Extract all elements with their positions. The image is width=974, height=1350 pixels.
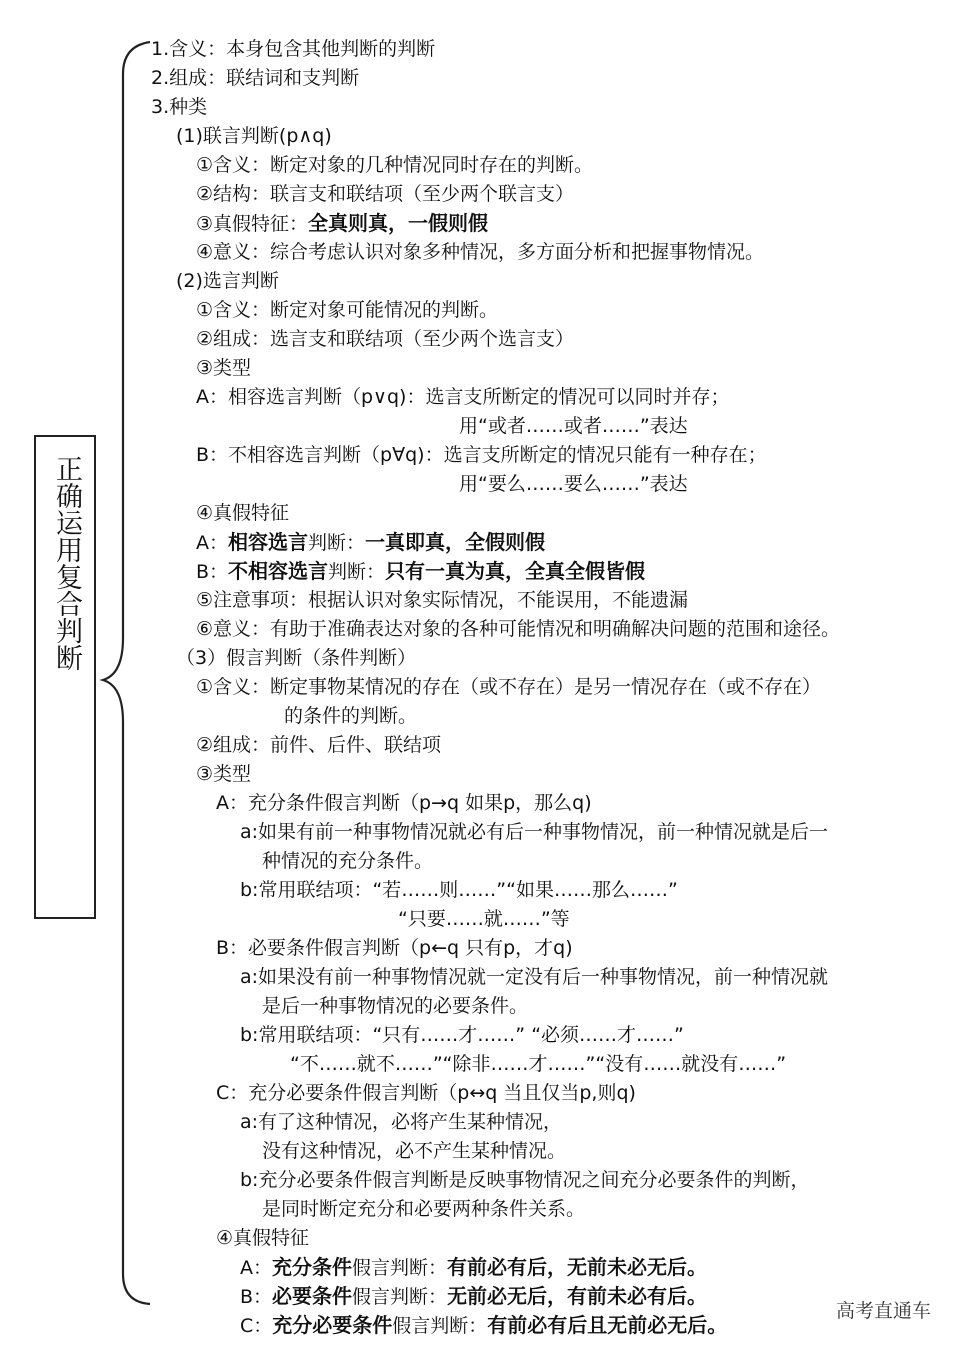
outline-line: B：必要条件假言判断（p←q 只有p，才q)	[216, 937, 573, 959]
outline-line: B：不相容选言判断：只有一真为真，全真全假皆假	[196, 559, 646, 583]
outline-line: a:如果没有前一种事物情况就一定没有后一种事物情况，前一种情况就	[240, 966, 829, 988]
outline-line: 用“或者……或者……”表达	[459, 415, 688, 437]
outline-line: 1.含义：本身包含其他判断的判断	[151, 38, 436, 60]
outline-line: 是同时断定充分和必要两种条件关系。	[262, 1198, 586, 1220]
outline-line: ③类型	[196, 763, 252, 785]
outline-line: ⑤注意事项：根据认识对象实际情况，不能误用，不能遗漏	[196, 589, 689, 611]
outline-line: ⑥意义：有助于准确表达对象的各种可能情况和明确解决问题的范围和途径。	[196, 618, 841, 640]
outline-line: ④意义：综合考虑认识对象多种情况，多方面分析和把握事物情况。	[196, 241, 765, 263]
outline-line: 用“要么……要么……”表达	[459, 473, 688, 495]
outline-line: （3）假言判断（条件判断）	[176, 647, 417, 669]
outline-line: C：充分必要条件假言判断：有前必有后且无前必无后。	[240, 1313, 728, 1337]
outline-line: A：相容选言判断（p∨q)：选言支所断定的情况可以同时并存；	[196, 386, 730, 408]
outline-line: 是后一种事物情况的必要条件。	[262, 995, 529, 1017]
outline-line: (1)联言判断(p∧q)	[176, 125, 332, 147]
outline-line: ③类型	[196, 357, 252, 379]
outline-line: ④真假特征	[196, 502, 290, 524]
outline-line: b:常用联结项：“只有……才……” “必须……才……”	[240, 1024, 684, 1046]
outline-line: 的条件的判断。	[284, 705, 418, 727]
outline-line: C：充分必要条件假言判断（p↔q 当且仅当p,则q)	[216, 1082, 636, 1104]
outline-line: B：必要条件假言判断：无前必无后，有前未必有后。	[240, 1284, 708, 1308]
outline-line: B：不相容选言判断（p∀q)：选言支所断定的情况只能有一种存在；	[196, 444, 767, 466]
outline-line: (2)选言判断	[176, 270, 279, 292]
outline-line: ②组成：选言支和联结项（至少两个选言支）	[196, 328, 575, 350]
outline-line: ④真假特征	[216, 1227, 310, 1249]
outline-line: 3.种类	[151, 96, 208, 118]
outline-line: A：相容选言判断：一真即真，全假则假	[196, 530, 546, 554]
outline-line: 种情况的充分条件。	[262, 850, 434, 872]
outline-line: A：充分条件假言判断：有前必有后，无前未必无后。	[240, 1255, 708, 1279]
outline-line: ③真假特征：全真则真，一假则假	[196, 211, 489, 235]
outline-line: b:充分必要条件假言判断是反映事物情况之间充分必要条件的判断，	[240, 1169, 810, 1191]
outline-line: a:如果有前一种事物情况就必有后一种事物情况，前一种情况就是后一	[240, 821, 829, 843]
outline-line: ②结构：联言支和联结项（至少两个联言支）	[196, 183, 575, 205]
page-title: 正确运用复合判断	[51, 455, 82, 671]
watermark: 高考直通车	[836, 1300, 932, 1322]
outline-line: ①含义：断定对象的几种情况同时存在的判断。	[196, 154, 594, 176]
left-brace	[95, 38, 155, 1308]
outline-line: “只要……就……”等	[398, 908, 570, 930]
outline-line: “不……就不……”“除非……才……”“没有……就没有……”	[290, 1053, 787, 1075]
outline-line: a:有了这种情况，必将产生某种情况，	[240, 1111, 563, 1133]
outline-line: A：充分条件假言判断（p→q 如果p，那么q)	[216, 792, 592, 814]
outline-line: ①含义：断定对象可能情况的判断。	[196, 299, 499, 321]
outline-line: ①含义：断定事物某情况的存在（或不存在）是另一情况存在（或不存在）	[196, 676, 822, 698]
outline-line: ②组成：前件、后件、联结项	[196, 734, 442, 756]
outline-line: b:常用联结项：“若……则……”“如果……那么……”	[240, 879, 678, 901]
outline-line: 没有这种情况，必不产生某种情况。	[262, 1140, 567, 1162]
outline-line: 2.组成：联结词和支判断	[151, 67, 360, 89]
title-box	[34, 435, 96, 919]
